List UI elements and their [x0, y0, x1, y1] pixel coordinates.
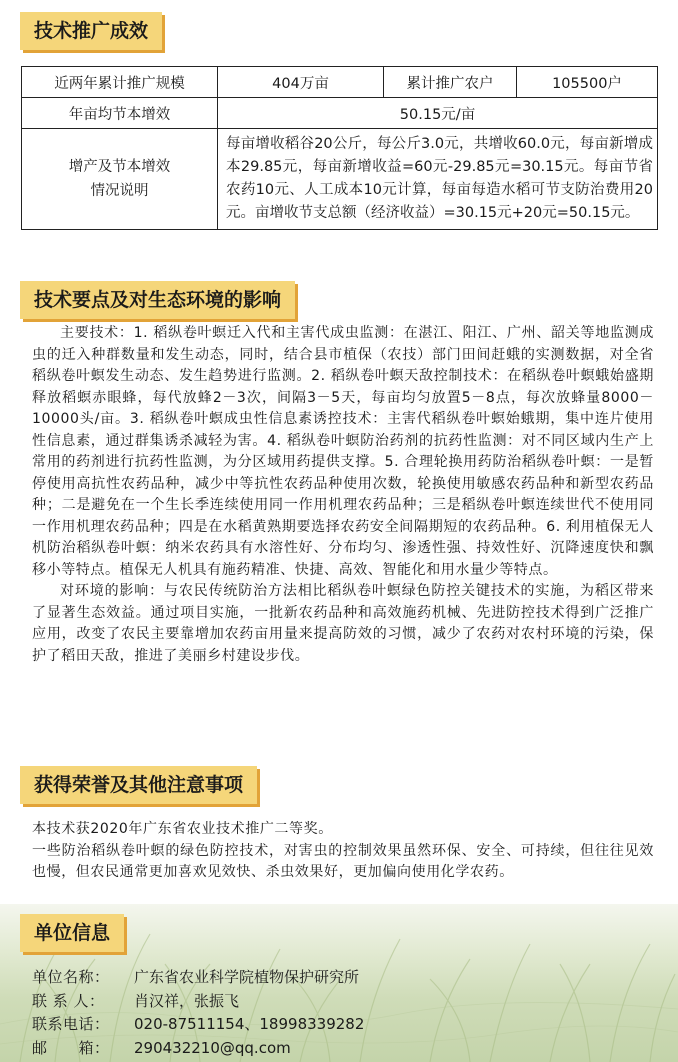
key-points-para1: 主要技术：1. 稻纵卷叶螟迁入代和主害代成虫监测：在湛江、阳江、广州、韶关等地监测成虫的迁入种群数量和发生动态，同时，结合县市植保（农技）部门田间赶蛾的实测数据，对全省稻纵卷叶螟发生动态、发生趋势进行监测。2. 稻纵卷叶螟天敌控制技术：在稻纵卷叶螟蛾始盛期释放稻螟赤眼蜂，每代放蜂2－3次，间隔3－5天，每亩均匀放置5－8点，每次放蜂量8000－10000头/亩。3. 稻纵卷叶螟成虫性信息素诱控技术：主害代稻纵卷叶螟始蛾期，集中连片使用性信息素，通过群集诱杀减轻为害。4. 稻纵卷叶螟防治药剂的抗药性监测：对不同区域内生产上常用的药剂进行抗药性监测，为分区域用药提供支撑。5. 合理轮换用药防治稻纵卷叶螟：一是暂停使用高抗性农药品种，减少中等抗性农药品种使用次数，轮换使用敏感农药品种和新型农药品种；二是避免在一个生长季连续使用同一作用机理农药品种；三是稻纵卷叶螟连续世代不使用同一作用机理农药品种；四是在水稻黄熟期要选择农药安全间隔期短的农药品种。6. 利用植保无人机防治稻纵卷叶螟：纳米农药具有水溶性好、分布均匀、渗透性强、持效性好、沉降速度快和飘移小等特点。植保无人机具有施药精准、快捷、高效、智能化和用水量少等特点。 — [32, 325, 654, 578]
scale-label: 近两年累计推广规模 — [22, 67, 218, 98]
honors-body — [32, 819, 654, 884]
unit-contact-label: 联 系 人： — [32, 991, 105, 1010]
table-row — [22, 129, 658, 230]
section-title-unit: 单位信息 — [20, 914, 124, 952]
desc-label — [22, 129, 218, 230]
section-title-promotion: 技术推广成效 — [20, 12, 162, 50]
section-title-key-points: 技术要点及对生态环境的影响 — [20, 281, 295, 319]
desc-label-line1: 增产及节本增效 — [68, 159, 171, 175]
key-points-body — [32, 323, 654, 667]
unit-email-label: 邮 箱： — [32, 1038, 110, 1057]
desc-label-line2: 情况说明 — [90, 183, 149, 199]
unit-email-row — [32, 1037, 364, 1061]
section-title-honors: 获得荣誉及其他注意事项 — [20, 766, 257, 804]
promotion-table — [21, 66, 658, 230]
unit-name-row — [32, 966, 364, 990]
unit-contact-row — [32, 990, 364, 1014]
table-row — [22, 67, 658, 98]
saving-value: 50.15元/亩 — [218, 98, 658, 129]
unit-phone-value: 020-87511154、18998339282 — [134, 1015, 365, 1033]
key-points-para2: 对环境的影响：与农民传统防治方法相比稻纵卷叶螟绿色防控关键技术的实施，为稻区带来了显著生态效益。通过项目实施，一批新农药品种和高效施药机械、先进防控技术得到广泛推广应用，改变了农民主要靠增加农药亩用量来提高防效的习惯，减少了农药对农村环境的污染，保护了稻田天敌，推进了美丽乡村建设步伐。 — [32, 583, 654, 664]
unit-contact-value: 肖汉祥，张振飞 — [134, 991, 240, 1010]
farmers-label: 累计推广农户 — [384, 67, 517, 98]
table-row — [22, 98, 658, 129]
unit-email-value[interactable]: 290432210@qq.com — [134, 1038, 291, 1057]
unit-contact-info — [32, 966, 364, 1060]
farmers-value: 105500户 — [517, 67, 658, 98]
unit-name-label: 单位名称： — [32, 968, 110, 986]
unit-phone-label: 联系电话： — [32, 1015, 110, 1033]
unit-phone-row — [32, 1013, 364, 1037]
desc-text: 每亩增收稻谷20公斤，每公斤3.0元，共增收60.0元，每亩新增成本29.85元，每亩新增收益=60元-29.85元=30.15元。每亩节省农药10元、人工成本10元计算，每亩每造水稻可节支防治费用20元。亩增收节支总额（经济收益）=30.15元+20元=50.15元。 — [218, 129, 658, 230]
honors-line2: 一些防治稻纵卷叶螟的绿色防控技术，对害虫的控制效果虽然环保、安全、可持续，但往往见效也慢，但农民通常更加喜欢见效快、杀虫效果好，更加偏向使用化学农药。 — [32, 842, 654, 880]
honors-line1: 本技术获2020年广东省农业技术推广二等奖。 — [32, 821, 333, 837]
saving-label: 年亩均节本增效 — [22, 98, 218, 129]
scale-value: 404万亩 — [218, 67, 384, 98]
unit-name-value: 广东省农业科学院植物保护研究所 — [134, 968, 360, 986]
